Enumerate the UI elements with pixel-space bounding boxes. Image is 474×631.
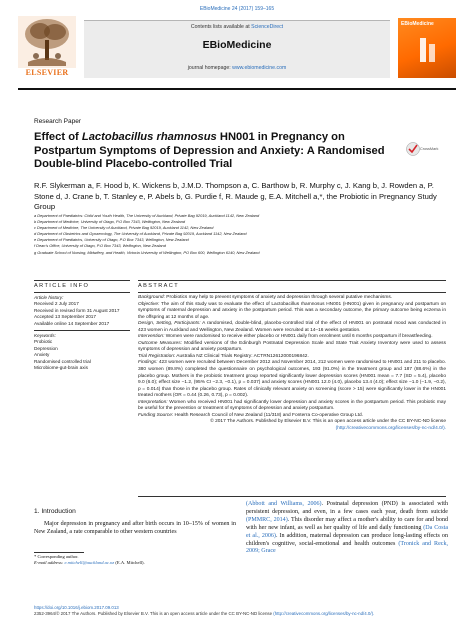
email-note <box>34 560 236 566</box>
section-label: Outcome Measures: <box>138 340 182 346</box>
homepage-prefix: journal homepage: <box>187 65 233 71</box>
affiliation: b Department of Medicine, University of Otago, P.O Box 7343, Wellington, New Zealand <box>34 219 186 225</box>
section-text: A randomised, double-blind, placebo-controlled trial of the effect of HN001 on postnatal mood was conducted in 423 women in Auckland and Wellington, New Zealand. Women were recruited at 14–16 weeks gestation. <box>138 321 446 333</box>
abstract-design <box>138 321 446 334</box>
contents-prefix: Contents lists available at <box>190 24 252 30</box>
section-text: Health Research Council of New Zealand (11/318) and Fonterra Co-operative Group Ltd. <box>173 412 363 418</box>
license-text: 2352-3964/© 2017 The Authors. Published by Elsevier B.V. This is an open access article under the CC BY-NC-ND license <box>34 611 274 617</box>
introduction-heading: 1. Introduction <box>34 508 76 515</box>
section-label: Funding Source: <box>138 412 174 418</box>
journal-reference[interactable]: EBioMedicine 24 (2017) 159–165 <box>199 6 275 12</box>
history-item: Accepted 13 September 2017 <box>34 314 97 320</box>
crossmark-label: CrossMark <box>420 147 439 151</box>
article-history <box>34 295 130 327</box>
author-list: R.F. Slykerman a, F. Hood b, K. Wickens b, J.M.D. Thompson a, C. Barthow b, R. Murphy c, J. Kang b, J. Rowden a, P. Stone d, J. Crane b, T. Stanley e, P. Abels b, G. Purdie f, R. Maude g, E.A. Mitchell a,*, the Probiotic in Pregnancy Study Group <box>34 181 437 212</box>
abstract-interpretation <box>138 400 446 413</box>
section-label: Findings: <box>138 360 158 366</box>
keywords-rule <box>34 330 130 331</box>
affiliation: c Department of Medicine, The University of Auckland, Private Bag 92019, Auckland 1142, New Zealand <box>34 225 214 231</box>
email-link[interactable]: e.mitchell@auckland.ac.nz <box>64 560 115 566</box>
keyword: Anxiety <box>34 352 50 358</box>
abstract-outcome <box>138 341 446 354</box>
body-text: . This disorder may affect a mother's ability to care for and bond with her new infant, as well as her quality of life and daily functioning <box>246 516 448 531</box>
section-label: Design, Setting, Participants: <box>138 321 201 327</box>
title-italic-part: Lactobacillus rhamnosus <box>81 131 217 143</box>
keywords <box>34 333 130 371</box>
section-text: Women were randomised to receive either placebo or HN001 daily from enrolment until 6 months postpartum if breastfeeding. <box>164 334 433 340</box>
affiliation: f Dean's Office, University of Otago, P.O Box 7343, Wellington, New Zealand <box>34 243 166 249</box>
masthead-banner <box>84 20 390 78</box>
abstract-objective <box>138 302 446 322</box>
affiliation: e Department of Paediatrics, University of Otago, P.O Box 7343, Wellington, New Zealand <box>34 237 189 243</box>
cover-emblem-icon <box>418 36 438 64</box>
article-title <box>34 131 394 172</box>
title-part: HN001 in Pregnancy on Postpartum Symptoms of Depression and Anxiety: A Randomised Double-blind Placebo-controlled Trial <box>34 131 385 171</box>
info-top-rule <box>34 280 130 281</box>
doi-link[interactable]: https://doi.org/10.1016/j.ebiom.2017.09.013 <box>34 605 119 610</box>
affiliation: a Department of Paediatrics: Child and Youth Health, The University of Auckland, Private Bag 92019, Auckland 1142, New Zealand <box>34 213 260 218</box>
affiliation: d Department of Obstetrics and Gynaecology, The University of Auckland, Private Bag 92019, Auckland 1142, New Zealand <box>34 231 247 237</box>
publisher-name: ELSEVIER <box>25 68 69 77</box>
contents-line <box>84 24 390 30</box>
journal-masthead <box>18 16 456 82</box>
keyword: Probiotic <box>34 339 53 345</box>
abstract-copyright <box>138 419 446 432</box>
affiliation: g Graduate School of Nursing, Midwifery, and Health, Victoria University of Wellington, PO Box 600, Wellington 6140, New Zealand <box>34 249 260 255</box>
keyword: Microbiome-gut-brain axis <box>34 365 88 371</box>
license-link[interactable]: (http://creativecommons.org/licenses/by-nc-nd/4.0/). <box>335 425 446 431</box>
license-line <box>34 611 448 617</box>
section-label: Trial Registration: <box>138 353 176 359</box>
article-info-heading: ARTICLE INFO <box>34 283 90 289</box>
history-item: Received in revised form 31 August 2017 <box>34 307 120 313</box>
corresponding-author-note: * Corresponding author. <box>34 554 79 559</box>
section-label: Objective: <box>138 301 160 307</box>
citation-link[interactable]: (Da Costa et al., 2006) <box>246 524 448 539</box>
introduction-left-column: Major depression in pregnancy and after birth occurs in 10–15% of women in New Zealand, a rate comparable to other western countries <box>34 521 236 535</box>
section-label: Background: <box>138 295 165 300</box>
license-link[interactable]: (http://creativecommons.org/licenses/by-nc-nd/4.0/). <box>273 611 375 617</box>
body-text: . Postnatal depression (PND) is associated with persistent depression, and even, in a few cases each year, death from suicide <box>246 501 449 515</box>
citation-link[interactable]: (Tronick and Reck, 2009; Grace <box>246 540 448 555</box>
section-text: Probiotics may help to prevent symptoms of anxiety and depression through several putative mechanisms. <box>164 295 393 300</box>
section-text: Australia NZ Clinical Trials Registry: ACTRN12612000196842. <box>175 353 309 359</box>
body-text: . In addition, maternal depression can produce long-lasting effects on children's cognitive, social-emotional and health outcomes <box>246 532 448 547</box>
crossmark-badge[interactable] <box>406 132 448 158</box>
sciencedirect-link[interactable]: ScienceDirect <box>251 24 284 30</box>
article-type: Research Paper <box>34 118 81 125</box>
history-item: Available online 14 September 2017 <box>34 320 110 326</box>
abstract-top-rule <box>138 280 446 281</box>
abstract-findings <box>138 360 446 399</box>
section-label: Interpretation: <box>138 399 168 405</box>
section-text: The aim of this study was to evaluate the effect of Lactobacillus rhamnosus HN001 (HN001) given in pregnancy and postpartum on symptoms of maternal depression and anxiety in the postpartum period. This was a secondary outcome, the primary outcome being eczema in the offspring at 12 months of age. <box>138 301 446 320</box>
page-footer <box>34 605 448 617</box>
abstract-bottom-rule <box>138 496 446 497</box>
header-rule <box>18 88 456 90</box>
citation-link[interactable]: (Abbott and Williams, 2006) <box>246 501 322 507</box>
citation-link[interactable]: (PMMRC, 2014) <box>246 516 288 523</box>
introduction-right-column <box>246 501 448 556</box>
info-sub-rule <box>34 292 130 293</box>
homepage-link[interactable]: www.ebiomedicine.com <box>232 65 287 71</box>
keywords-label: Keywords: <box>34 333 56 338</box>
history-item: Received 2 July 2017 <box>34 301 79 307</box>
section-text: Modified versions of the Edinburgh Postnatal Depression Scale and State Trait Anxiety Inventory were used to assess symptoms of depression and anxiety postpartum. <box>138 340 446 353</box>
cover-title: EBioMedicine <box>401 21 434 27</box>
keyword: Depression <box>34 345 58 351</box>
section-text: 423 women were recruited between December 2012 and November 2014, 212 women were randomised to HN001 and 211 to placebo. 380 women (89.8%) completed the questionnaire on psychological outcomes, 193 (91.0%) in the treatment group and 187 (88.6%) in the placebo group. Mothers in the probiotic treatment group reported significantly lower depression scores (HN001 mean = 7.7 (SD = 5.4), placebo 9.0 (6.0); effect size −1.2, (95% CI −2.3, −0.1), p = 0.037) and anxiety scores (HN001 12.0 (4.0), placebo 13.4 (4.0); effect size −1.0 (−1.9, −0.2), p = 0.014) than those in the placebo group. Rates of clinically relevant anxiety on screening (score > 15) were significantly lower in the HN001 treated mothers (OR = 0.44 (0.26, 0.73), p = 0.002). <box>138 360 446 399</box>
abstract-sub-rule <box>138 292 446 293</box>
email-suffix: (E.A. Mitchell). <box>114 560 145 566</box>
section-text: Women who received HN001 had significantly lower depression and anxiety scores in the postpartum period. This probiotic may be useful for the prevention or treatment of symptoms of depression and anxiety postpartum. <box>138 399 446 412</box>
affiliations <box>34 213 446 256</box>
history-label: Article history: <box>34 295 64 300</box>
email-label: E-mail address: <box>34 560 65 566</box>
footnote-rule <box>34 552 84 553</box>
keyword: Randomised controlled trial <box>34 358 91 364</box>
copyright-text: © 2017 The Authors. Published by Elsevier B.V. This is an open access article under the CC BY-NC-ND license <box>210 419 446 425</box>
crossmark-icon <box>406 142 420 156</box>
journal-name: EBioMedicine <box>202 39 272 51</box>
journal-cover-thumbnail <box>398 18 456 78</box>
title-part: Effect of <box>34 131 82 143</box>
homepage-line <box>84 65 390 71</box>
footnotes <box>34 554 236 567</box>
section-label: Intervention: <box>138 334 165 340</box>
abstract-heading: ABSTRACT <box>138 283 180 289</box>
abstract-body <box>138 295 446 432</box>
